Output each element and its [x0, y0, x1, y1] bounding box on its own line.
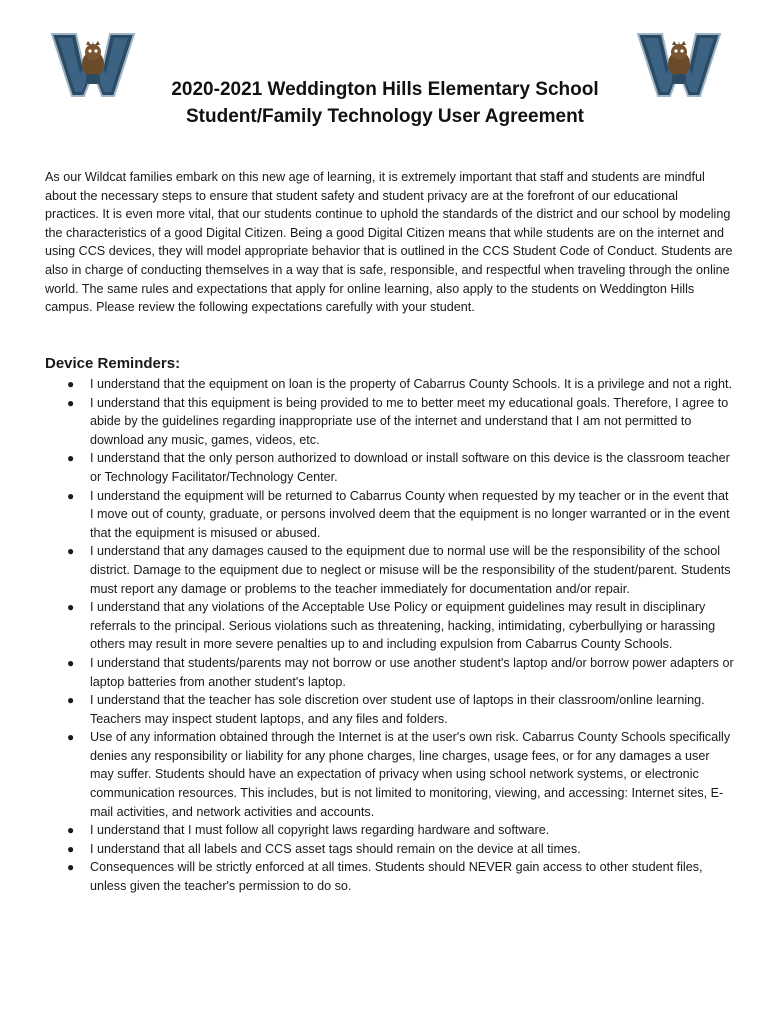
- list-item: [45, 394, 735, 450]
- list-item-text: I understand that the only person authorized to download or install software on this device is the classroom teacher or Technology Facilitator/Technology Center.: [90, 451, 730, 484]
- bullet-icon: ●: [67, 860, 75, 875]
- bullet-icon: ●: [67, 823, 75, 838]
- list-item: [45, 858, 735, 895]
- device-reminders-list: [45, 375, 735, 896]
- list-item-text: I understand that this equipment is being provided to me to better meet my educational goals. Therefore, I agree to abide by the guidelines regarding inappropriate use of the internet and understand that I am not permitted to download any music, games, videos, etc.: [90, 395, 729, 447]
- device-reminders-heading: Device Reminders:: [45, 355, 181, 372]
- bullet-icon: ●: [67, 451, 75, 466]
- list-item: [45, 840, 735, 859]
- bullet-icon: ●: [67, 841, 75, 856]
- list-item-text: I understand that the equipment on loan is the property of Cabarrus County Schools. It is a privilege and not a right.: [90, 377, 732, 391]
- list-item-text: I understand that I must follow all copyright laws regarding hardware and software.: [90, 823, 550, 838]
- list-item: [45, 487, 735, 543]
- list-item-text: Consequences will be strictly enforced at all times. Students should NEVER gain access to other student files, unless given the teacher's permission to do so.: [90, 860, 703, 894]
- bullet-icon: ●: [67, 377, 75, 391]
- page-title: [100, 76, 670, 130]
- list-item-text: I understand that any violations of the Acceptable Use Policy or equipment guidelines may result in disciplinary referrals to the principal. Serious violations such as threatening, hacking, intimidating, cyberbullying or harassing others may result in more severe penalties up to and including expulsion from Cabarrus County Schools.: [90, 600, 716, 652]
- list-item: [45, 691, 735, 728]
- list-item-text: I understand that the teacher has sole discretion over student use of laptops in their classroom/online learning. Teachers may inspect student laptops, and any files and folders.: [90, 693, 705, 726]
- bullet-icon: ●: [67, 693, 75, 708]
- list-item: [45, 598, 735, 654]
- bullet-icon: ●: [67, 730, 75, 745]
- list-item: [45, 375, 735, 394]
- bullet-icon: ●: [67, 544, 75, 559]
- list-item: [45, 728, 735, 821]
- bullet-icon: ●: [67, 655, 75, 670]
- intro-paragraph: As our Wildcat families embark on this new age of learning, it is extremely important that staff and students are mindful about the necessary steps to ensure that student safety and student privacy are at the forefront of our educational practices. It is even more vital, that our students continue to uphold the standards of the district and our school by modeling the characteristics of a good Digital Citizen. Being a good Digital Citizen means that while students are on the internet and using CCS devices, they will model appropriate behavior that is outlined in the CCS Student Code of Conduct. Students are also in charge of conducting themselves in a way that is safe, responsible, and respectful when traveling through the online world. The same rules and expectations that apply for online learning, also apply to the students on Weddington Hills campus. Please review the following expectations carefully with your student.: [45, 170, 733, 315]
- list-item: [45, 449, 735, 486]
- list-item: [45, 654, 735, 691]
- title-line-2: Student/Family Technology User Agreement: [185, 106, 585, 127]
- bullet-icon: ●: [67, 600, 75, 615]
- list-item-text: I understand that any damages caused to the equipment due to normal use will be the responsibility of the school district. Damage to the equipment due to neglect or misuse will be the responsibility of the student/parent. Students must report any damage or problems to the teacher immediately for documentation and/or repair.: [90, 544, 731, 596]
- list-item: [45, 542, 735, 598]
- list-item-text: Use of any information obtained through the Internet is at the user's own risk. Cabarrus County Schools specifically denies any responsibility or liability for any phone charges, line charges, usage fees, or for any damages a user may suffer. Students should have an expectation of privacy when using school network systems, or electronic communication resources. This includes, but is not limited to monitoring, viewing, and accessing: Internet sites, E-mail activities, and network activities and accounts.: [90, 730, 731, 819]
- bullet-icon: ●: [67, 488, 75, 503]
- list-item-text: I understand the equipment will be returned to Cabarrus County when requested by my teacher or in the event that I move out of county, graduate, or persons involved deem that the equipment is no longer warranted or in the event that the equipment is misused or abused.: [90, 488, 730, 540]
- list-item: [45, 821, 735, 840]
- bullet-icon: ●: [67, 395, 75, 410]
- list-item-text: I understand that students/parents may not borrow or use another student's laptop and/or borrow power adapters or laptop batteries from another student's laptop.: [90, 655, 734, 689]
- title-line-1: 2020-2021 Weddington Hills Elementary School: [171, 79, 599, 100]
- list-item-text: I understand that all labels and CCS asset tags should remain on the device at all times.: [90, 841, 581, 856]
